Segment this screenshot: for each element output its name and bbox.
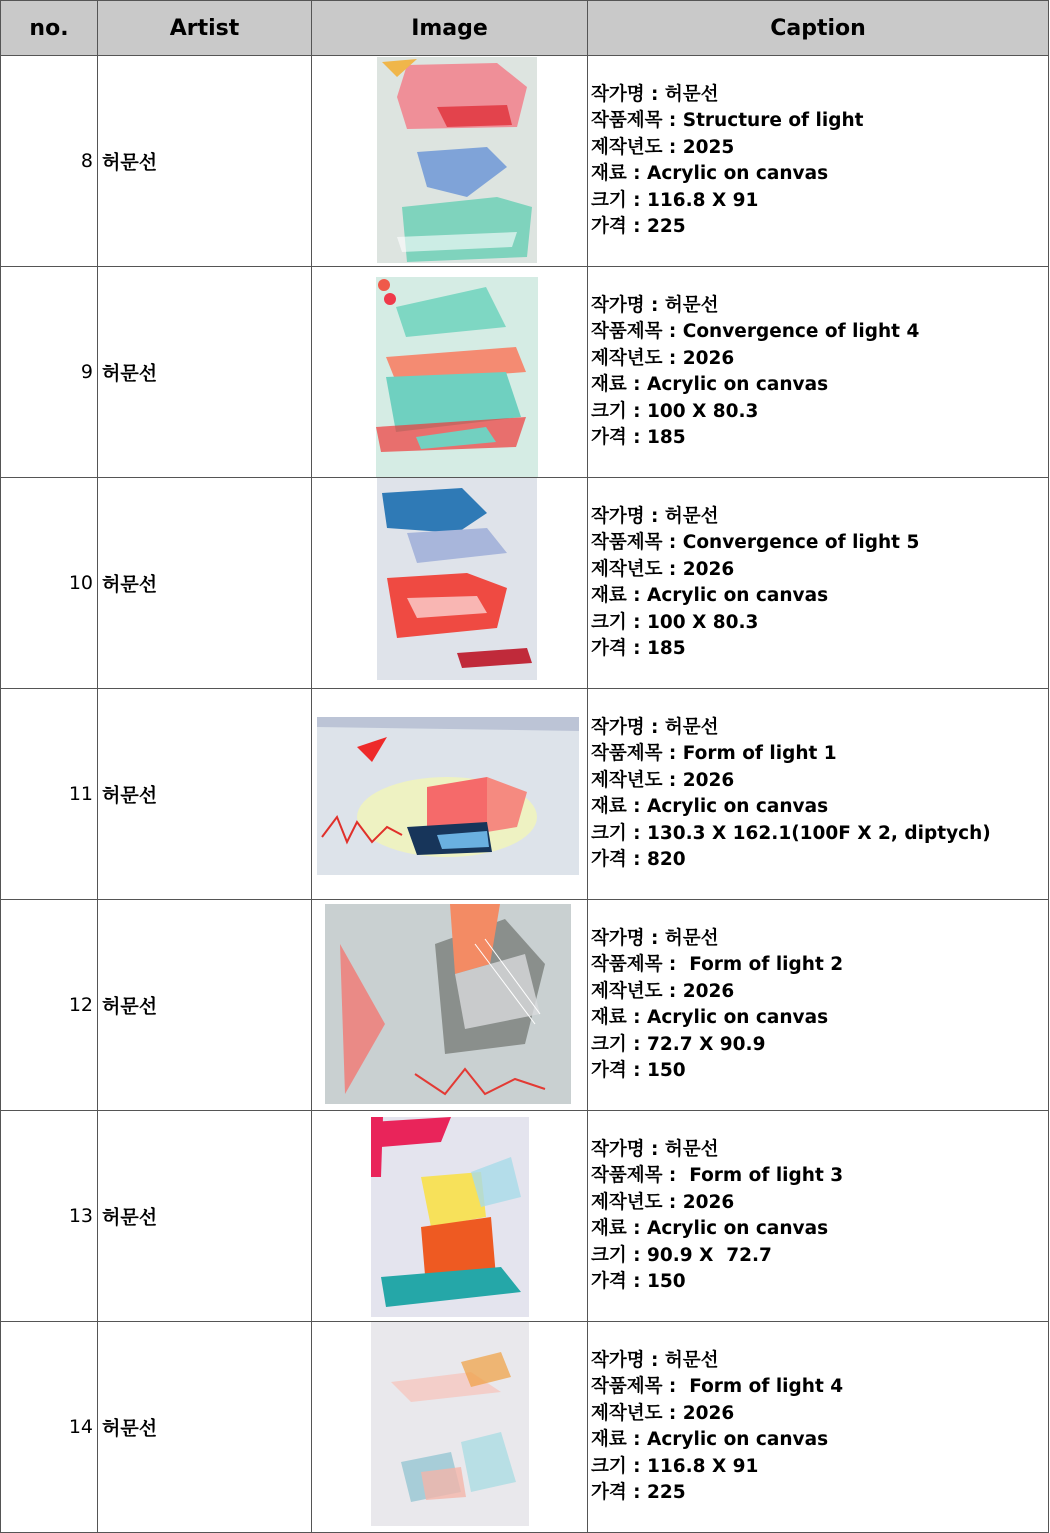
caption-year: 제작년도 : 2026 (591, 1402, 735, 1424)
no-cell (1, 1322, 98, 1532)
row-number: 8 (80, 150, 93, 172)
caption-artist: 작가명 : 허문선 (591, 1349, 719, 1371)
caption-material: 재료 : Acrylic on canvas (591, 1218, 829, 1239)
caption-artist: 작가명 : 허문선 (591, 927, 719, 949)
artist-cell (98, 900, 312, 1110)
caption-material: 재료 : Acrylic on canvas (591, 585, 829, 606)
artist-name: 허문선 (102, 1206, 158, 1229)
artwork-image (325, 904, 571, 1104)
caption-text (591, 82, 863, 240)
artwork-image (371, 1117, 529, 1317)
artist-cell (98, 1111, 312, 1321)
caption-artist: 작가명 : 허문선 (591, 505, 719, 527)
no-cell (1, 900, 98, 1110)
caption-cell (588, 1111, 1049, 1321)
caption-size: 크기 : 100 X 80.3 (591, 400, 759, 422)
artist-cell (98, 689, 312, 899)
caption-cell (588, 267, 1049, 477)
table-header-row (1, 1, 1049, 56)
caption-material: 재료 : Acrylic on canvas (591, 374, 829, 395)
caption-price: 가격 : 225 (591, 215, 686, 237)
artist-name: 허문선 (102, 1417, 158, 1440)
table-row (1, 56, 1049, 267)
image-cell (312, 900, 588, 1110)
caption-size: 크기 : 100 X 80.3 (591, 611, 759, 633)
caption-year: 제작년도 : 2025 (591, 136, 735, 158)
caption-year: 제작년도 : 2026 (591, 769, 735, 791)
table-row (1, 900, 1049, 1111)
header-artist: Artist (98, 1, 312, 55)
caption-price: 가격 : 150 (591, 1059, 686, 1081)
image-cell (312, 267, 588, 477)
caption-title: 작품제목 : Form of light 1 (591, 743, 837, 765)
header-image: Image (312, 1, 588, 55)
header-no: no. (1, 1, 98, 55)
table-row (1, 1322, 1049, 1533)
caption-text (591, 1137, 843, 1295)
caption-material: 재료 : Acrylic on canvas (591, 796, 829, 817)
caption-year: 제작년도 : 2026 (591, 558, 735, 580)
caption-title: 작품제목 : Structure of light (591, 110, 864, 132)
caption-cell (588, 689, 1049, 899)
caption-size: 크기 : 116.8 X 91 (591, 189, 759, 211)
image-cell (312, 478, 588, 688)
table-row (1, 478, 1049, 689)
caption-cell (588, 1322, 1049, 1532)
no-cell (1, 478, 98, 688)
table-row (1, 689, 1049, 900)
caption-artist: 작가명 : 허문선 (591, 294, 719, 316)
artist-name: 허문선 (102, 151, 158, 174)
image-cell (312, 689, 588, 899)
caption-price: 가격 : 820 (591, 848, 686, 870)
caption-artist: 작가명 : 허문선 (591, 716, 719, 738)
caption-cell (588, 900, 1049, 1110)
artwork-image (371, 1322, 529, 1526)
row-number: 10 (68, 572, 93, 594)
image-cell (312, 1111, 588, 1321)
caption-year: 제작년도 : 2026 (591, 980, 735, 1002)
table-row (1, 1111, 1049, 1322)
caption-material: 재료 : Acrylic on canvas (591, 1429, 829, 1450)
caption-cell (588, 478, 1049, 688)
artwork-image (317, 717, 579, 875)
caption-title: 작품제목 : Convergence of light 5 (591, 532, 920, 554)
no-cell (1, 1111, 98, 1321)
artwork-image (377, 57, 537, 263)
no-cell (1, 56, 98, 266)
caption-title: 작품제목 : Form of light 4 (591, 1376, 844, 1398)
caption-size: 크기 : 130.3 X 162.1(100F X 2, diptych) (591, 822, 991, 844)
header-caption: Caption (588, 1, 1049, 55)
image-cell (312, 56, 588, 266)
caption-year: 제작년도 : 2026 (591, 1191, 735, 1213)
caption-size: 크기 : 90.9 X 72.7 (591, 1244, 772, 1266)
caption-title: 작품제목 : Form of light 3 (591, 1165, 844, 1187)
caption-text (591, 926, 843, 1084)
artwork-image (376, 277, 538, 477)
image-cell (312, 1322, 588, 1532)
caption-size: 크기 : 116.8 X 91 (591, 1455, 759, 1477)
caption-artist: 작가명 : 허문선 (591, 1138, 719, 1160)
caption-year: 제작년도 : 2026 (591, 347, 735, 369)
no-cell (1, 267, 98, 477)
caption-price: 가격 : 225 (591, 1481, 686, 1503)
artist-cell (98, 478, 312, 688)
table-row (1, 267, 1049, 478)
caption-size: 크기 : 72.7 X 90.9 (591, 1033, 766, 1055)
caption-material: 재료 : Acrylic on canvas (591, 163, 829, 184)
artist-name: 허문선 (102, 362, 158, 385)
caption-price: 가격 : 185 (591, 426, 686, 448)
caption-text (591, 715, 991, 873)
caption-material: 재료 : Acrylic on canvas (591, 1007, 829, 1028)
artist-cell (98, 267, 312, 477)
caption-cell (588, 56, 1049, 266)
caption-text (591, 504, 919, 662)
artist-name: 허문선 (102, 995, 158, 1018)
artwork-image (377, 478, 537, 680)
row-number: 9 (80, 361, 93, 383)
caption-text (591, 293, 919, 451)
artist-name: 허문선 (102, 784, 158, 807)
artist-cell (98, 56, 312, 266)
caption-price: 가격 : 185 (591, 637, 686, 659)
artist-name: 허문선 (102, 573, 158, 596)
row-number: 13 (68, 1205, 93, 1227)
artist-cell (98, 1322, 312, 1532)
row-number: 12 (68, 994, 93, 1016)
caption-title: 작품제목 : Form of light 2 (591, 954, 844, 976)
no-cell (1, 689, 98, 899)
row-number: 14 (68, 1416, 93, 1438)
caption-text (591, 1348, 843, 1506)
row-number: 11 (68, 783, 93, 805)
caption-title: 작품제목 : Convergence of light 4 (591, 321, 920, 343)
caption-artist: 작가명 : 허문선 (591, 83, 719, 105)
caption-price: 가격 : 150 (591, 1270, 686, 1292)
